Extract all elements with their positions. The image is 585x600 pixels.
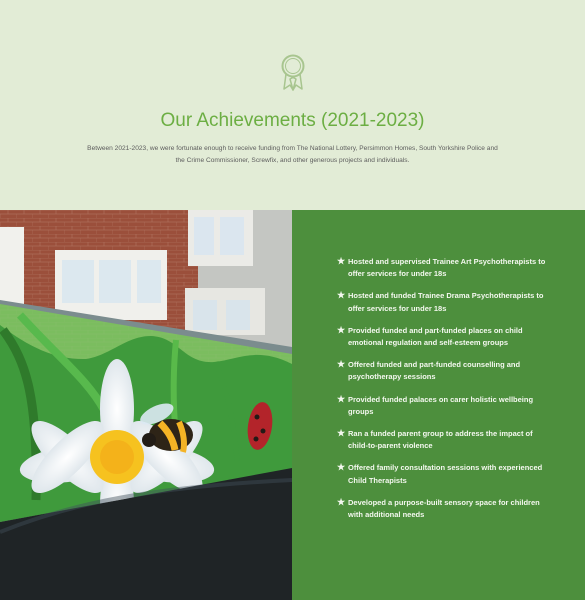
achievements-header	[0, 0, 585, 210]
achievements-panel	[292, 210, 585, 600]
achievement-text: Provided funded palaces on carer holistic wellbeing groups	[348, 394, 534, 416]
star-bullet-icon: ★	[337, 290, 346, 301]
star-bullet-icon: ★	[337, 324, 346, 335]
achievement-item	[337, 290, 547, 314]
achievement-list	[337, 256, 547, 531]
achievement-text: Provided funded and part-funded places on child emotional regulation and self-esteem groups	[348, 325, 523, 348]
star-bullet-icon: ★	[337, 462, 346, 473]
achievement-text: Offered family consultation sessions with experienced Child Therapists	[348, 463, 543, 485]
star-bullet-icon: ★	[337, 256, 346, 266]
award-ribbon-icon	[279, 54, 307, 92]
achievement-item	[337, 359, 547, 383]
achievement-text: Hosted and funded Trainee Drama Psychotherapists to offer services for under 18s	[348, 291, 544, 313]
funding-intro: Between 2021-2023, we were fortunate enough to receive funding from The National Lottery, Persimmon Homes, South Yorkshire Police and the Crime Commissioner, Screwfix, and other generous projects and individuals.	[87, 145, 498, 164]
star-bullet-icon: ★	[337, 428, 346, 439]
mural-photo	[0, 210, 292, 600]
achievement-item	[337, 428, 547, 452]
star-bullet-icon: ★	[337, 393, 346, 404]
achievement-text: Offered funded and part-funded counselling and psychotherapy sessions	[348, 360, 521, 382]
page-title: Our Achievements (2021-2023)	[160, 110, 425, 131]
achievement-item	[337, 256, 547, 280]
achievement-item	[337, 497, 547, 521]
achievement-item	[337, 462, 547, 486]
achievement-text: Developed a purpose-built sensory space for children with additional needs	[348, 497, 540, 520]
achievement-text: Hosted and supervised Trainee Art Psychotherapists to offer services for under 18s	[348, 257, 546, 279]
star-bullet-icon: ★	[337, 359, 346, 370]
achievement-item	[337, 394, 547, 418]
achievement-text: Ran a funded parent group to address the impact of child-to-parent violence	[348, 429, 533, 451]
achievement-item	[337, 325, 547, 349]
star-bullet-icon: ★	[337, 496, 346, 507]
